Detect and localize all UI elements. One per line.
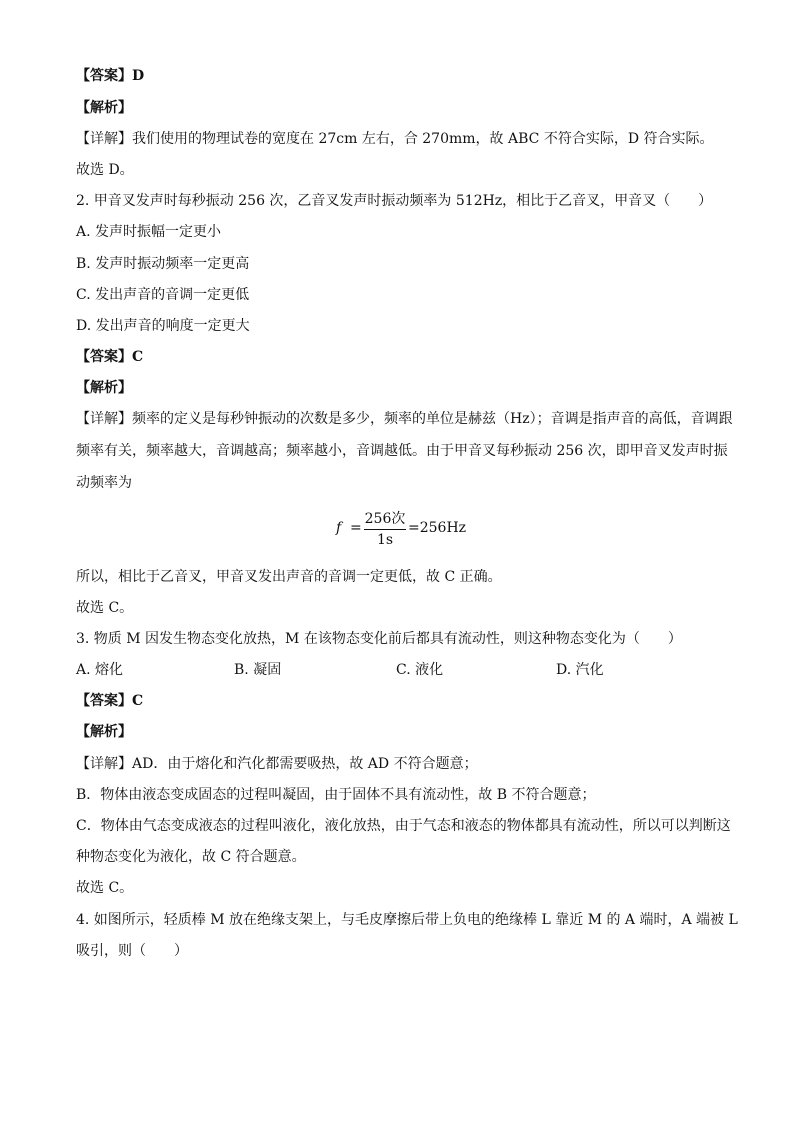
q2-analysis-label: 【解析】 <box>76 380 132 396</box>
q1-choose: 故选 D。 <box>76 162 134 178</box>
answer-value: D <box>132 68 145 84</box>
formula-variable: f <box>336 520 342 536</box>
q4-stem-line-1: 4. 如图所示，轻质棒 M 放在绝缘支架上，与毛皮摩擦后带上负电的绝缘棒 L 靠近 M 的 A 端时，A 端被 L <box>76 912 738 928</box>
formula-result: =256Hz <box>408 520 467 536</box>
answer-tag: 【答案】 <box>76 68 132 84</box>
q3-option-c: C. 液化 <box>396 662 444 678</box>
formula-denominator: 1s <box>376 532 394 548</box>
fraction-bar <box>364 529 406 530</box>
q2-detail-line-2: 频率有关，频率越大，音调越高；频率越小，音调越低。由于甲音叉每秒振动 256 次，即甲音叉发声时振 <box>76 443 728 459</box>
q3-option-a: A. 熔化 <box>76 662 124 678</box>
q1-detail: 【详解】我们使用的物理试卷的宽度在 27cm 左右，合 270mm，故 ABC 不符合实际，D 符合实际。 <box>76 131 714 147</box>
formula-numerator: 256次 <box>364 511 406 527</box>
q3-detail-line-2: B．物体由液态变成固态的过程叫凝固，由于固体不具有流动性，故 B 不符合题意； <box>76 787 596 803</box>
q2-choose: 故选 C。 <box>76 600 134 616</box>
q4-stem-line-2: 吸引，则（ ） <box>76 943 188 959</box>
q2-conclusion: 所以，相比于乙音叉，甲音叉发出声音的音调一定更低，故 C 正确。 <box>76 569 502 585</box>
q1-analysis-label: 【解析】 <box>76 100 132 116</box>
q2-option-c: C. 发出声音的音调一定更低 <box>76 287 250 303</box>
answer-value: C <box>132 349 144 365</box>
q3-detail-line-4: 种物态变化为液化，故 C 符合题意。 <box>76 849 306 865</box>
q3-answer-line <box>76 691 143 711</box>
answer-value: C <box>132 693 144 709</box>
q3-option-b: B. 凝固 <box>234 662 282 678</box>
q2-option-b: B. 发声时振动频率一定更高 <box>76 256 250 272</box>
formula-equals: = <box>350 520 362 536</box>
answer-tag: 【答案】 <box>76 693 132 709</box>
q1-answer-line <box>76 66 144 86</box>
q3-analysis-label: 【解析】 <box>76 724 132 740</box>
q3-stem: 3. 物质 M 因发生物态变化放热，M 在该物态变化前后都具有流动性，则这种物态变化为（ ） <box>76 631 682 647</box>
q2-option-d: D. 发出声音的响度一定更大 <box>76 318 250 334</box>
q2-option-a: A. 发声时振幅一定更小 <box>76 224 222 240</box>
answer-tag: 【答案】 <box>76 349 132 365</box>
q3-option-d: D. 汽化 <box>556 662 604 678</box>
q3-detail-line-3: C．物体由气态变成液态的过程叫液化，液化放热，由于气态和液态的物体都具有流动性，所以可以判断这 <box>76 818 731 834</box>
q2-answer-line <box>76 347 143 367</box>
q2-detail-line-1: 【详解】频率的定义是每秒钟振动的次数是多少，频率的单位是赫兹（Hz）；音调是指声音的高低，音调跟 <box>76 411 733 427</box>
q2-detail-line-3: 动频率为 <box>76 475 132 491</box>
q2-stem: 2. 甲音叉发声时每秒振动 256 次，乙音叉发声时振动频率为 512Hz，相比于乙音叉，甲音叉（ ） <box>76 193 713 209</box>
q3-detail-line-1: 【详解】AD．由于熔化和汽化都需要吸热，故 AD 不符合题意； <box>76 756 478 772</box>
q3-choose: 故选 C。 <box>76 880 134 896</box>
